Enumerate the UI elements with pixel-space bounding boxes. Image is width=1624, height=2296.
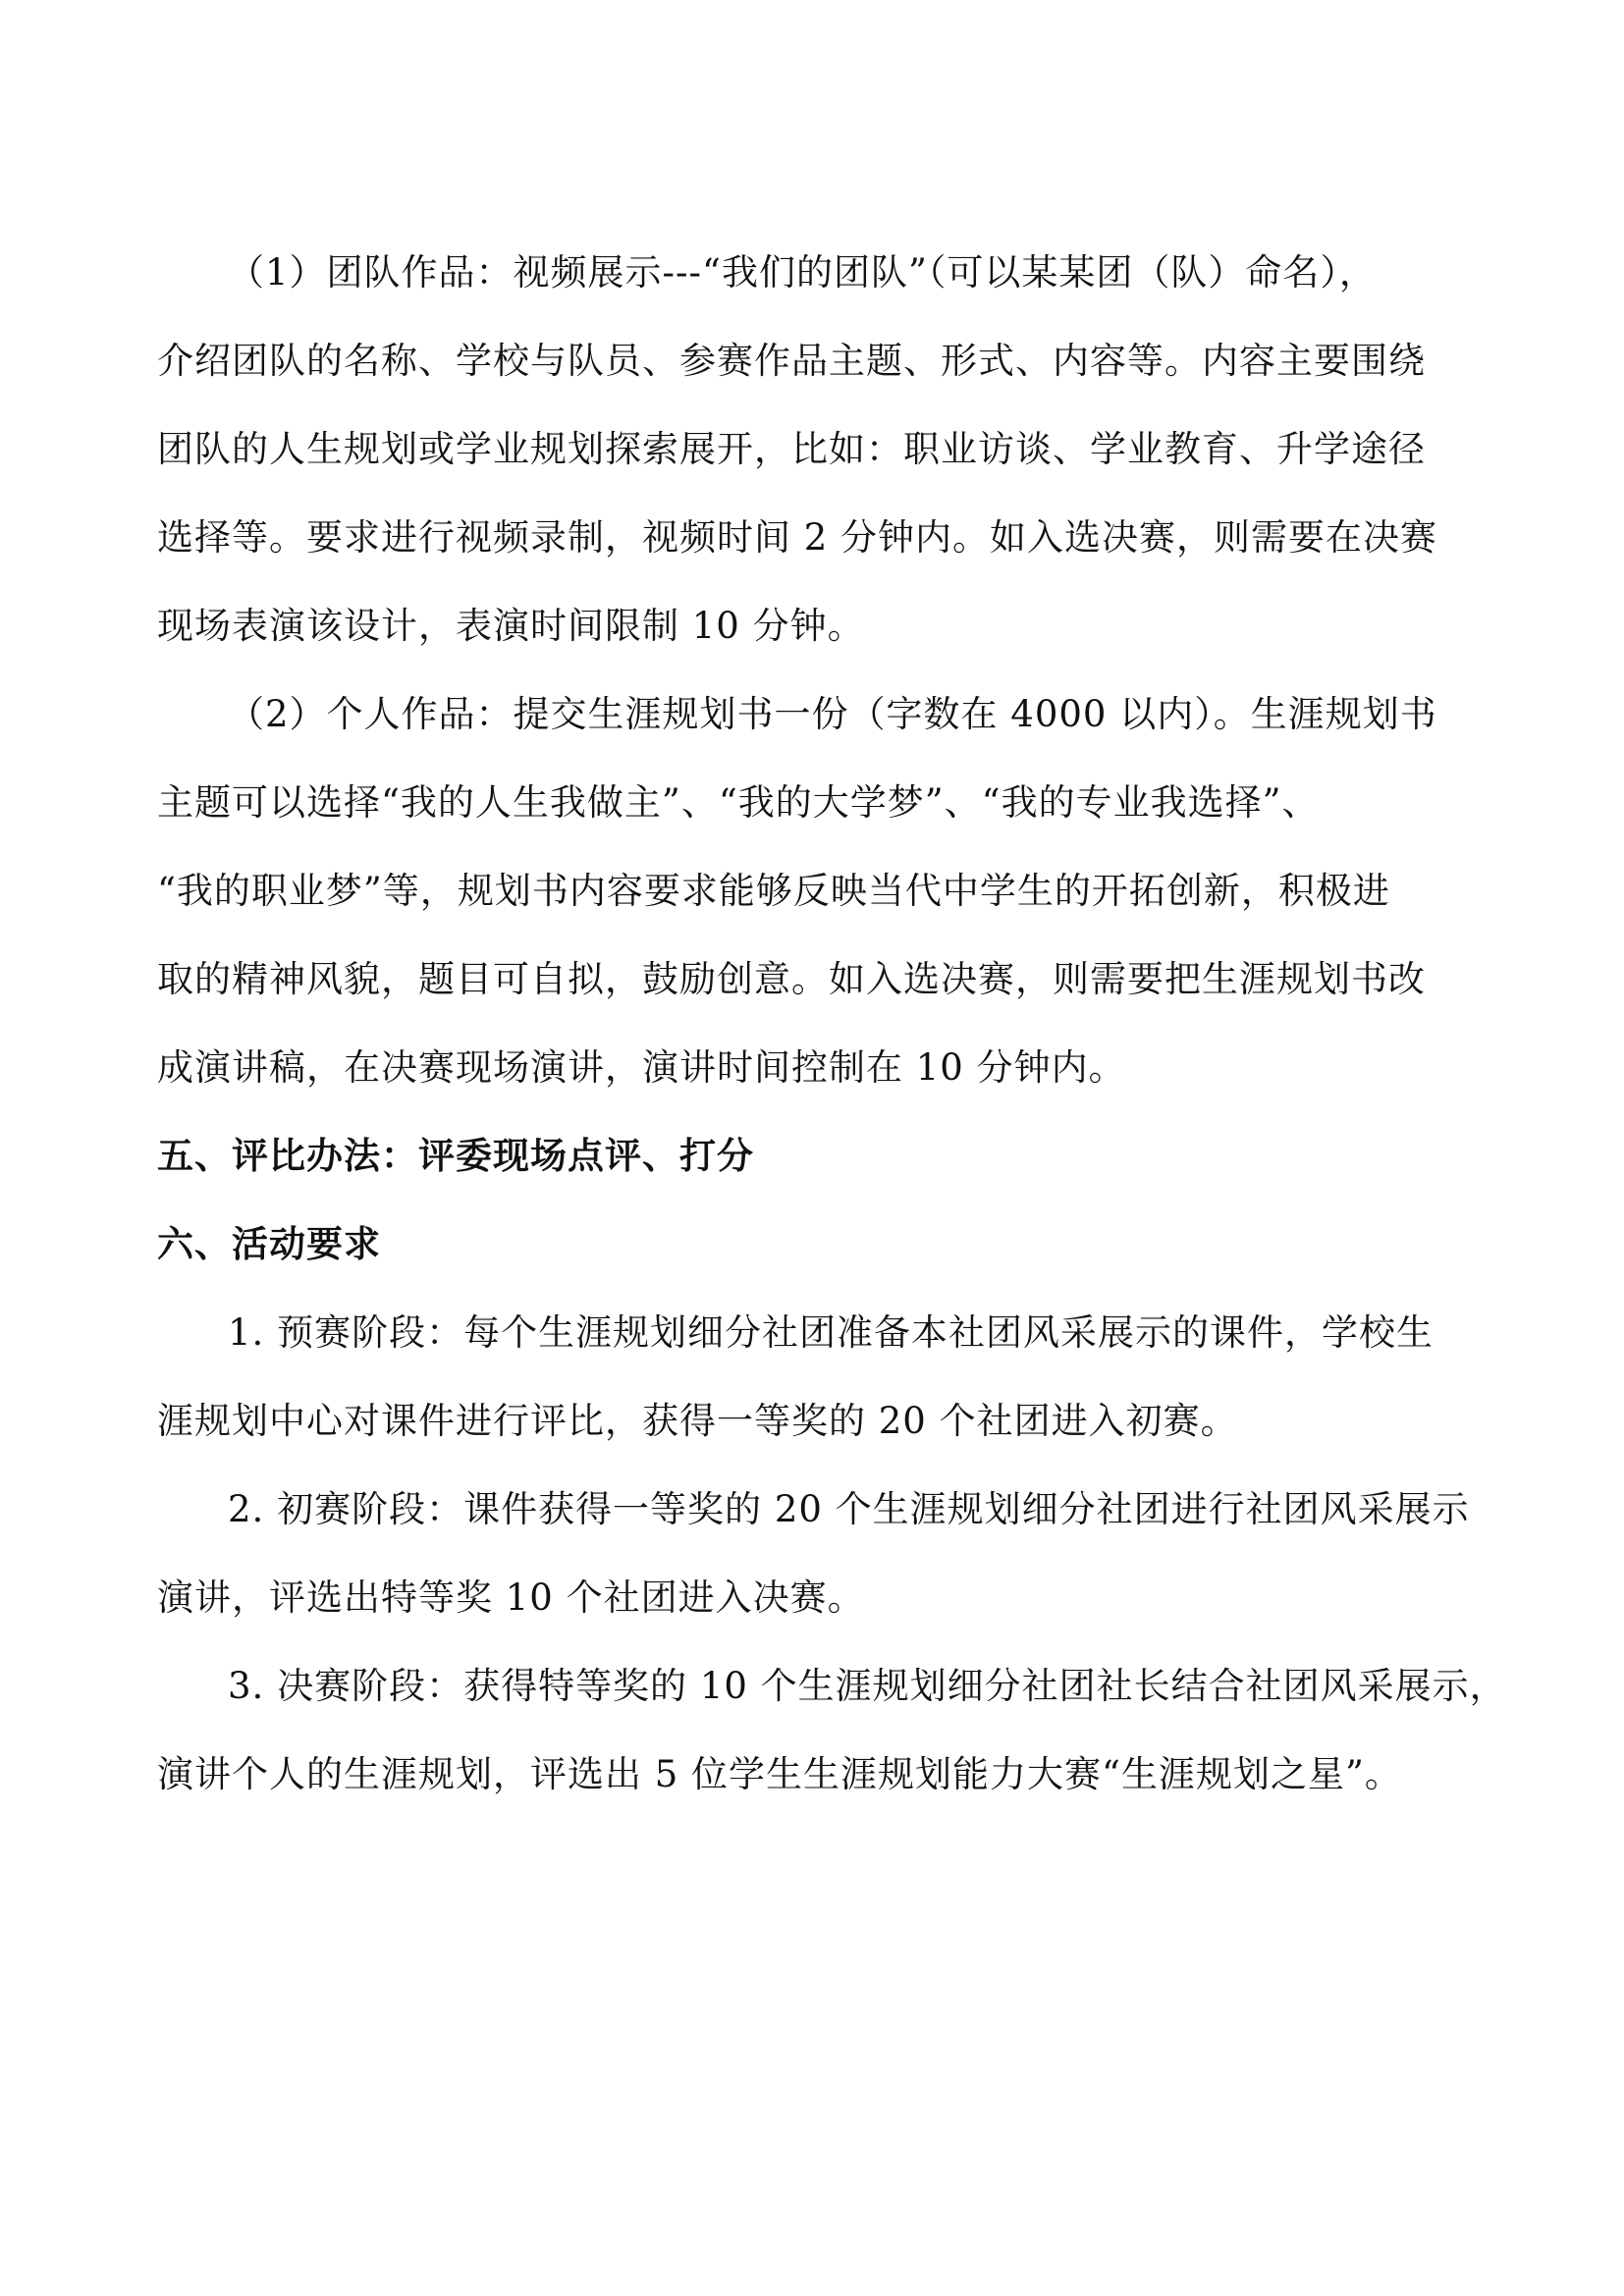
step3-line-2: 演讲个人的生涯规划，评选出 5 位学生生涯规划能力大赛“生涯规划之星”。 [157, 1753, 1402, 1795]
item2-line-4: 取的精神风貌，题目可自拟，鼓励创意。如入选决赛，则需要把生涯规划书改 [157, 958, 1426, 1000]
item2-line-2: 主题可以选择“我的人生我做主”、“我的大学梦”、“我的专业我选择”、 [157, 781, 1320, 824]
item2-line-1: （2）个人作品：提交生涯规划书一份（字数在 4000 以内）。生涯规划书 [228, 693, 1437, 735]
item2-line-5: 成演讲稿，在决赛现场演讲，演讲时间控制在 10 分钟内。 [157, 1046, 1126, 1089]
section5-heading: 五、评比办法：评委现场点评、打分 [157, 1135, 754, 1177]
item2-line-3: “我的职业梦”等，规划书内容要求能够反映当代中学生的开拓创新，积极进 [157, 870, 1390, 912]
item1-line-3: 团队的人生规划或学业规划探索展开，比如：职业访谈、学业教育、升学途径 [157, 428, 1426, 470]
step2-line-2: 演讲，评选出特等奖 10 个社团进入决赛。 [157, 1576, 865, 1619]
step3-line-1: 3. 决赛阶段：获得特等奖的 10 个生涯规划细分社团社长结合社团风采展示， [228, 1665, 1507, 1707]
step1-line-1: 1. 预赛阶段：每个生涯规划细分社团准备本社团风采展示的课件，学校生 [228, 1311, 1435, 1354]
item1-line-2: 介绍团队的名称、学校与队员、参赛作品主题、形式、内容等。内容主要围绕 [157, 340, 1426, 382]
step2-line-1: 2. 初赛阶段：课件获得一等奖的 20 个生涯规划细分社团进行社团风采展示 [228, 1488, 1470, 1530]
item1-line-5: 现场表演该设计，表演时间限制 10 分钟。 [157, 605, 865, 647]
item1-line-1: （1）团队作品：视频展示---“我们的团队”（可以某某团（队）命名）， [228, 251, 1377, 294]
section6-heading: 六、活动要求 [157, 1223, 381, 1265]
item1-line-4: 选择等。要求进行视频录制，视频时间 2 分钟内。如入选决赛，则需要在决赛 [157, 516, 1438, 559]
step1-line-2: 涯规划中心对课件进行评比，获得一等奖的 20 个社团进入初赛。 [157, 1400, 1238, 1442]
